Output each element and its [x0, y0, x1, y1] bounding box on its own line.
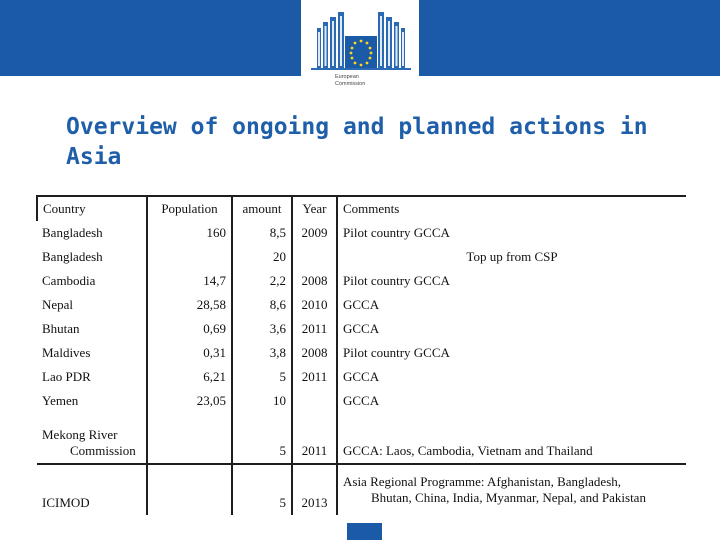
table-row — [37, 389, 686, 413]
cell-country: ICIMOD — [37, 464, 147, 515]
cell-comments: Pilot country GCCA — [343, 345, 450, 360]
cell-amount: 3,8 — [232, 341, 292, 365]
cell-country: Lao PDR — [37, 365, 147, 389]
cell-country-line2: Commission — [70, 443, 136, 458]
table-row — [37, 413, 686, 464]
cell-amount: 8,6 — [232, 293, 292, 317]
header-population: Population — [147, 196, 232, 221]
cell-comments: GCCA — [343, 369, 380, 384]
cell-population: 0,69 — [147, 317, 232, 341]
cell-country: Maldives — [37, 341, 147, 365]
table-row — [37, 341, 686, 365]
table-row — [37, 464, 686, 515]
cell-year: 2010 — [292, 293, 337, 317]
cell-amount: 5 — [232, 464, 292, 515]
european-commission-logo[interactable] — [301, 0, 419, 98]
cell-country: Nepal — [37, 293, 147, 317]
cell-comments: GCCA — [343, 321, 380, 336]
cell-comments: Top up from CSP — [466, 249, 558, 264]
table-row — [37, 293, 686, 317]
table-row — [37, 317, 686, 341]
cell-year: 2011 — [292, 365, 337, 389]
header-amount: amount — [232, 196, 292, 221]
cell-population — [147, 413, 232, 464]
header-year: Year — [292, 196, 337, 221]
cell-population: 14,7 — [147, 269, 232, 293]
cell-comments: GCCA: Laos, Cambodia, Vietnam and Thailand — [337, 413, 686, 464]
cell-population — [147, 245, 232, 269]
cell-comments: GCCA — [343, 393, 380, 408]
table-row — [37, 221, 686, 245]
cell-comments: Pilot country GCCA — [343, 225, 450, 240]
cell-amount: 10 — [232, 389, 292, 413]
cell-population: 6,21 — [147, 365, 232, 389]
cell-amount: 20 — [232, 245, 292, 269]
table-header-row — [37, 196, 686, 221]
cell-comments-line1: Asia Regional Programme: Afghanistan, Bangladesh, — [343, 474, 622, 489]
cell-year: 2008 — [292, 269, 337, 293]
cell-year: 2011 — [292, 413, 337, 464]
actions-table — [36, 195, 686, 515]
cell-population: 160 — [147, 221, 232, 245]
table-row — [37, 365, 686, 389]
footer-accent-bar — [347, 523, 382, 540]
cell-amount: 2,2 — [232, 269, 292, 293]
cell-comments-line2: Bhutan, China, India, Myanmar, Nepal, and Pakistan — [371, 490, 646, 505]
cell-year: 2013 — [292, 464, 337, 515]
page-title: Overview of ongoing and planned actions in Asia — [66, 114, 648, 170]
cell-country: Bhutan — [37, 317, 147, 341]
cell-comments — [337, 464, 686, 515]
cell-year — [292, 245, 337, 269]
cell-year: 2009 — [292, 221, 337, 245]
cell-country: Yemen — [37, 389, 147, 413]
cell-population: 23,05 — [147, 389, 232, 413]
cell-country — [37, 413, 147, 464]
cell-amount: 5 — [232, 365, 292, 389]
cell-year: 2008 — [292, 341, 337, 365]
cell-population — [147, 464, 232, 515]
cell-population: 28,58 — [147, 293, 232, 317]
header-country: Country — [37, 196, 147, 221]
table-row — [37, 245, 686, 269]
cell-year: 2011 — [292, 317, 337, 341]
header-comments: Comments — [337, 196, 686, 221]
cell-comments: GCCA — [343, 297, 380, 312]
cell-country: Bangladesh — [37, 221, 147, 245]
cell-country: Bangladesh — [37, 245, 147, 269]
cell-population: 0,31 — [147, 341, 232, 365]
table-row — [37, 269, 686, 293]
cell-country: Cambodia — [37, 269, 147, 293]
cell-amount: 8,5 — [232, 221, 292, 245]
cell-comments: Pilot country GCCA — [343, 273, 450, 288]
logo-text: European Commission — [335, 74, 366, 87]
cell-amount: 3,6 — [232, 317, 292, 341]
cell-amount: 5 — [232, 413, 292, 464]
cell-year — [292, 389, 337, 413]
cell-country-line1: Mekong River — [42, 427, 118, 442]
